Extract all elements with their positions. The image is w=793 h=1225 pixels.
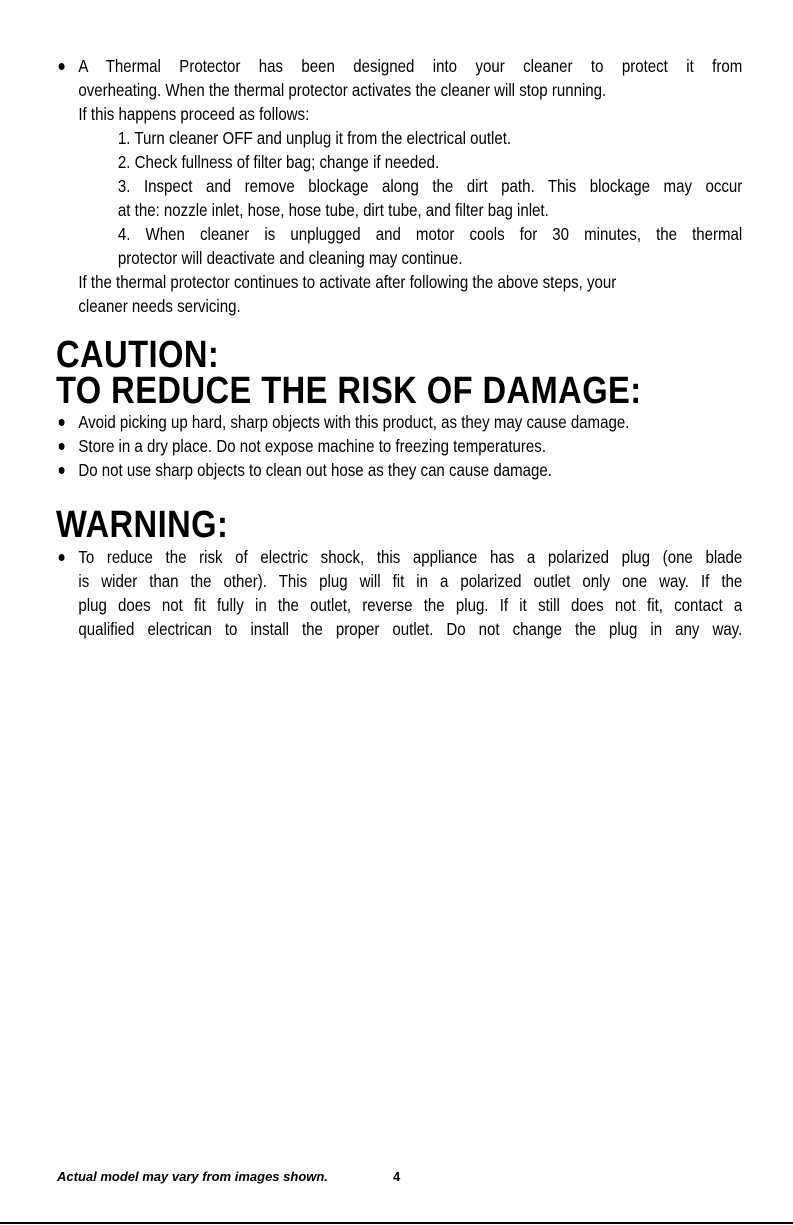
thermal-line-3: If this happens proceed as follows: xyxy=(78,104,310,124)
warning-line-4: qualified electrican to install the proper outlet. Do not change the plug in any way. xyxy=(78,619,743,639)
footer-note: Actual model may vary from images shown. xyxy=(57,1169,328,1184)
caution-item xyxy=(56,458,742,482)
caution-heading: CAUTION: xyxy=(56,334,220,376)
warning-bullet xyxy=(56,545,742,641)
bullet-icon xyxy=(59,419,65,426)
thermal-step-4a: 4. When cleaner is unplugged and motor cools for 30 minutes, the thermal xyxy=(117,224,743,244)
caution-item-text: Store in a dry place. Do not expose machine to freezing temperatures. xyxy=(78,436,546,456)
thermal-step-4b: protector will deactivate and cleaning may continue. xyxy=(117,248,463,268)
thermal-steps xyxy=(78,126,742,270)
warning-line-3: plug does not fit fully in the outlet, reverse the plug. If it still does not fit, contact a xyxy=(78,595,743,615)
thermal-step-2: 2. Check fullness of filter bag; change if needed. xyxy=(117,152,440,172)
warning-section xyxy=(56,545,742,641)
warning-heading: WARNING: xyxy=(56,504,229,546)
caution-item xyxy=(56,410,742,434)
page-number: 4 xyxy=(393,1169,401,1184)
warning-line-2: is wider than the other). This plug will fit in a polarized outlet only one way. If the xyxy=(78,571,743,591)
caution-item-text: Avoid picking up hard, sharp objects with this product, as they may cause damage. xyxy=(78,412,630,432)
bullet-icon xyxy=(59,554,65,561)
thermal-step-3a: 3. Inspect and remove blockage along the dirt path. This blockage may occur xyxy=(117,176,743,196)
thermal-line-2: overheating. When the thermal protector activates the cleaner will stop running. xyxy=(78,80,607,100)
thermal-step-1: 1. Turn cleaner OFF and unplug it from the electrical outlet. xyxy=(117,128,512,148)
thermal-protector-section xyxy=(56,54,742,318)
thermal-step-3b: at the: nozzle inlet, hose, hose tube, dirt tube, and filter bag inlet. xyxy=(117,200,549,220)
bullet-icon xyxy=(59,467,65,474)
bullet-icon xyxy=(59,63,65,70)
warning-line-1: To reduce the risk of electric shock, this appliance has a polarized plug (one blade xyxy=(78,547,743,567)
caution-item xyxy=(56,434,742,458)
thermal-closing-2: cleaner needs servicing. xyxy=(78,296,241,316)
bottom-rule xyxy=(0,1222,793,1224)
reduce-risk-heading: TO REDUCE THE RISK OF DAMAGE: xyxy=(56,370,642,412)
thermal-line-1: A Thermal Protector has been designed into your cleaner to protect it from xyxy=(78,56,743,76)
thermal-protector-bullet xyxy=(56,54,742,318)
thermal-closing-1: If the thermal protector continues to activate after following the above steps, your xyxy=(78,272,617,292)
bullet-icon xyxy=(59,443,65,450)
caution-item-text: Do not use sharp objects to clean out hose as they can cause damage. xyxy=(78,460,552,480)
caution-list xyxy=(56,410,742,482)
